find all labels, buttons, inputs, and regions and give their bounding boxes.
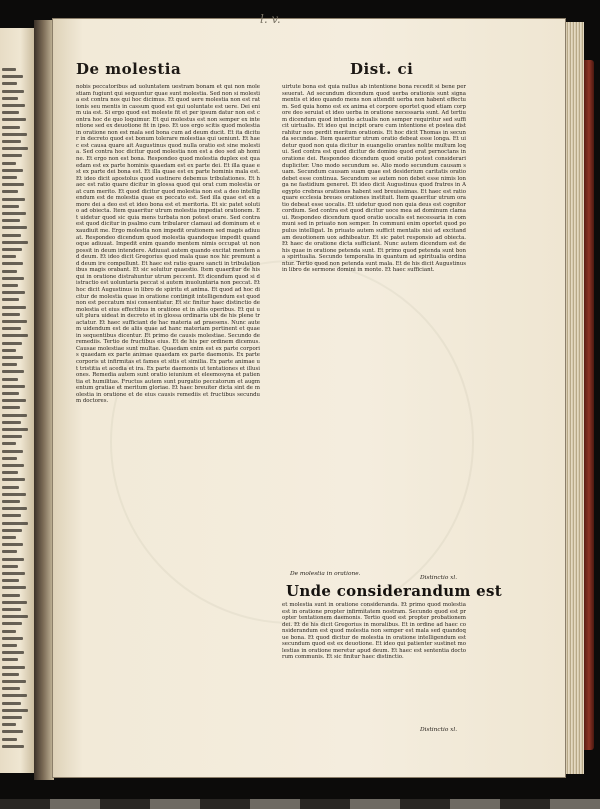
previous-page-text-fragment <box>2 385 25 388</box>
previous-page-text-fragment <box>2 738 17 741</box>
previous-page-text-fragment <box>2 730 23 733</box>
previous-page-text-fragment <box>2 226 27 229</box>
previous-page-text-fragment <box>2 572 25 575</box>
previous-page-text-fragment <box>2 493 26 496</box>
previous-page-text-fragment <box>2 198 25 201</box>
rubric-line: De molestia in oratione. <box>290 571 361 577</box>
previous-page-text-fragment <box>2 97 18 100</box>
color-scale-bar <box>0 799 600 809</box>
previous-page-text-fragment <box>2 262 23 265</box>
previous-page-text-fragment <box>2 622 22 625</box>
previous-page-text-fragment <box>2 183 24 186</box>
previous-page-text-fragment <box>2 176 17 179</box>
previous-page-text-fragment <box>2 118 26 121</box>
rubric-line: Distinctio xl. <box>420 575 458 581</box>
previous-page-text-fragment <box>2 442 16 445</box>
previous-page-text-fragment <box>2 255 16 258</box>
previous-page-text-fragment <box>2 378 18 381</box>
folio-mark: l. v. <box>260 12 281 26</box>
previous-page-text-fragment <box>2 586 26 589</box>
previous-page-text-fragment <box>2 450 23 453</box>
previous-page-text-fragment <box>2 241 28 244</box>
previous-page-text-fragment <box>2 284 18 287</box>
previous-page-text-fragment <box>2 565 18 568</box>
text-column-right-tail: et molestia sunt in oratione consideranda. Et primo quod molestia est in oratione propter infirmitatem nostram. Secundo quod est propter tentationem daemonis. Tertio quod est propter probationem dei. Et de his dicit Gregorius in moralibus. Et in ordine ad haec considerandum est quod molestia non semper est mala sed quandoque bona. Et quod dicitur de molestia in oratione intelligendum est secundum quod est ex deuotione. Et ideo qui patienter sustinet molestias in oratione meretur apud deum. Et haec est sententia doctorum communis. Et sic finitur haec distinctio. <box>282 602 466 661</box>
running-head-right: Dist. ci <box>350 60 414 78</box>
previous-page-text-fragment <box>2 162 16 165</box>
previous-page-text-fragment <box>2 68 16 71</box>
previous-page-text-fragment <box>2 126 20 129</box>
previous-page-text-fragment <box>2 471 18 474</box>
previous-page-text-fragment <box>2 536 16 539</box>
previous-page-text-fragment <box>2 342 22 345</box>
previous-page-text-fragment <box>2 205 19 208</box>
previous-page-text-fragment <box>2 558 24 561</box>
previous-page-text-fragment <box>2 104 25 107</box>
previous-page-text-fragment <box>2 644 17 647</box>
previous-page-text-fragment <box>2 291 25 294</box>
previous-page-text-fragment <box>2 356 23 359</box>
previous-page-text-fragment <box>2 190 18 193</box>
previous-page-edge <box>0 28 34 773</box>
previous-page-text-fragment <box>2 507 27 510</box>
binding-gutter <box>34 20 54 780</box>
previous-page-text-fragment <box>2 133 27 136</box>
previous-page-text-fragment <box>2 363 17 366</box>
previous-page-text-fragment <box>2 702 21 705</box>
previous-page-text-fragment <box>2 651 24 654</box>
previous-page-text-fragment <box>2 522 28 525</box>
previous-page-text-fragment <box>2 406 20 409</box>
previous-page-text-fragment <box>2 486 19 489</box>
previous-page-text-fragment <box>2 709 28 712</box>
previous-page-text-fragment <box>2 615 28 618</box>
previous-page-text-fragment <box>2 543 23 546</box>
previous-page-text-fragment <box>2 550 17 553</box>
previous-page-text-fragment <box>2 673 19 676</box>
previous-page-text-fragment <box>2 111 19 114</box>
previous-page-text-fragment <box>2 608 21 611</box>
previous-page-text-fragment <box>2 694 27 697</box>
previous-page-text-fragment <box>2 687 20 690</box>
text-column-right: uirtute bona est quia nullus ab intentione bona recedit si bene perseuerat. Ad secundum dicendum quod uerba orationis sunt signa mentis et ideo quando mens non attendit uerba non habent effectum. Sed quia homo est ex anima et corpore oportet quod etiam corpore deo seruiat et ideo uerba in oratione necessaria sunt. Ad tertium dicendum quod intentio actualis non semper requiritur sed sufficit uirtualis. Et ideo qui incipit orare cum intentione et postea distrahitur non perdit meritum orationis. Et hoc dicit Thomas in secunda secundae. Item quaeritur utrum oratio debeat esse longa. Et uidetur quod non quia dicitur in euangelio orantes nolite multum loqui. Sed contra est quod dicitur de domino quod erat pernoctans in oratione dei. Respondeo dicendum quod oratio potest considerari dupliciter. Uno modo secundum se. Alio modo secundum causam suam. Secundum causam suam quae est desiderium caritatis oratio debet esse continua. Secundum se autem non debet esse nimis longa ne fastidium generet. Et ideo dicit Augustinus quod fratres in Aegypto crebras orationes habent sed breuissimas. Et haec est ratio quare ecclesia breues orationes instituit. Item quaeritur utrum oratio debeat esse uocalis. Et uidetur quod non quia deus est cognitor cordium. Sed contra est quod dicitur uoce mea ad dominum clamaui. Respondeo dicendum quod oratio uocalis est necessaria in communi sed in priuato non semper. In communi enim oportet quod populus intelligat. In priuato autem sufficit mentalis nisi ad excitandam deuotionem uox adhibeatur. Et sic patet responsio ad obiecta. Et haec de oratione dicta sufficiant. Nunc autem dicendum est de his quae in oratione petenda sunt. Et primo quod petenda sunt bona spiritualia. Secundo temporalia in quantum ad spiritualia ordinantur. Tertio quod non petenda sunt mala. Et de his dicit Augustinus in libro de sermone domini in monte. Et haec sufficiant. <box>282 84 466 274</box>
previous-page-text-fragment <box>2 219 20 222</box>
previous-page-text-fragment <box>2 579 19 582</box>
previous-page-text-fragment <box>2 349 16 352</box>
previous-page-text-fragment <box>2 464 24 467</box>
previous-page-text-fragment <box>2 169 23 172</box>
previous-page-text-fragment <box>2 529 22 532</box>
running-head-left: De molestia <box>76 60 182 78</box>
previous-page-text-fragment <box>2 478 25 481</box>
previous-page-text-fragment <box>2 298 19 301</box>
book-cover-edge <box>584 60 594 750</box>
previous-page-text-fragment <box>2 75 23 78</box>
previous-page-text-fragment <box>2 500 20 503</box>
previous-page-text-fragment <box>2 370 24 373</box>
previous-page-text-fragment <box>2 334 28 337</box>
previous-page-text-fragment <box>2 277 24 280</box>
previous-page-text-fragment <box>2 147 28 150</box>
previous-page-text-fragment <box>2 234 21 237</box>
previous-page-text-fragment <box>2 399 26 402</box>
previous-page-text-fragment <box>2 392 19 395</box>
text-column-left: nobis peccatoribus ad uoluntatem uestram bonam et qui non molestiam fugiunt qui sequuntur quae sunt molestia. Sed non si molestia est contra nos qui hoc dicimus. Et quod uere molestia non est rationis seu mentis in cassum quod est qui uoluntate est uere. Dei enim uia est. Si ergo quod est moleste fit et per ipsum datur non est contra hoc de quo loquimur. Et qui molestus est non semper ex intentione sed ex deuotione fit in ipso. Et uos ergo scitis quod molestia in oratione non est mala sed bona cum ad deum ducit. Et ita dicitur in decreto quod est bonum tolerare molestias qui ueniunt. Et haec est causa quare ait Augustinus quod nulla oratio est sine molestia. Sed contra hoc dicitur quod molestia non est a deo sed ab homine. Et ergo non est bona. Respondeo quod molestia duplex est quaedam est ex parte hominis quaedam est ex parte dei. Et illa quae est ex parte dei bona est. Et illa quae est ex parte hominis mala est. Et ideo dicit apostolus quod sustinere debemus tribulationes. Et haec est ratio quare dicitur in glossa quod qui orat cum molestia orat cum merito. Et quod dicitur quod molestia non est a deo intelligendum est de molestia quae ex peccato est. Sed illa quae est ex amore dei a deo est et ideo bona est et meritoria. Et sic patet solutio ad obiecta. Item quaeritur utrum molestia impediat orationem. Et uidetur quod sic quia mens turbata non potest orare. Sed contra est quod dicitur in psalmo cum tribularer clamaui ad dominum et exaudiuit me. Ergo molestia non impedit orationem sed magis adiuuat. Respondeo dicendum quod molestia quandoque impedit quandoque adiuuat. Impedit enim quando mentem nimis occupat ut non possit in deum intendere. Adiuuat autem quando excitat mentem ad deum. Et ideo dicit Gregorius quod mala quae nos hic premunt ad deum ire compellunt. Et haec est ratio quare sancti in tribulationibus magis orabant. Et sic soluitur quaestio. Item quaeritur de his qui in oratione distrahuntur utrum peccent. Et dicendum quod si distractio est uoluntaria peccat si autem inuoluntaria non peccat. Et hoc dicit Augustinus in libro de spiritu et anima. Et quod ad hoc dicitur de molestia quae in oratione contingit intelligendum est quod non est peccatum nisi consentiatur. Et sic finitur haec distinctio de molestia et eius effectibus in oratione et in aliis operibus. Et qui uult plura uideat in decreto et in glossa ordinaria ubi de his plene tractatur. Et haec sufficiant de hac materia ad praesens. Nunc autem uidendum est de aliis quae ad hanc materiam pertinent et quae in sequentibus dicentur. Et primo de causis molestiae. Secundo de remediis. Tertio de fructibus eius. Et de his per ordinem dicemus. Causae molestiae sunt multae. Quaedam enim est ex parte corporis quaedam ex parte animae quaedam ex parte daemonis. Ex parte corporis ut infirmitas et fames et sitis et similia. Ex parte animae ut tristitia et acedia et ira. Ex parte daemonis ut tentationes et illusiones. Remedia autem sunt oratio ieiunium et eleemosyna et patientia et humilitas. Fructus autem sunt purgatio peccatorum et augmentum gratiae et meritum gloriae. Et haec breuiter dicta sint de molestia in oratione et de eius causis remediis et fructibus secundum doctores. <box>76 84 260 405</box>
previous-page-text-fragment <box>2 327 21 330</box>
previous-page-text-fragment <box>2 90 24 93</box>
rubric-line: Distinctio xl. <box>420 727 458 733</box>
previous-page-text-fragment <box>2 594 20 597</box>
previous-page-text-fragment <box>2 414 27 417</box>
page-stack-edge <box>566 22 584 774</box>
previous-page-text-fragment <box>2 723 16 726</box>
previous-page-text-fragment <box>2 680 26 683</box>
previous-page-text-fragment <box>2 637 23 640</box>
previous-page-text-fragment <box>2 306 26 309</box>
previous-page-text-fragment <box>2 320 27 323</box>
section-heading: Unde considerandum est <box>286 582 502 600</box>
previous-page-text-fragment <box>2 82 17 85</box>
previous-page-text-fragment <box>2 248 22 251</box>
previous-page-text-fragment <box>2 666 25 669</box>
previous-page-text-fragment <box>2 212 26 215</box>
previous-page-text-fragment <box>2 435 22 438</box>
previous-page-text-fragment <box>2 745 24 748</box>
previous-page-text-fragment <box>2 421 21 424</box>
previous-page-text-fragment <box>2 601 27 604</box>
previous-page-text-fragment <box>2 140 21 143</box>
previous-page-text-fragment <box>2 428 28 431</box>
previous-page-text-fragment <box>2 514 21 517</box>
previous-page-text-fragment <box>2 658 18 661</box>
previous-page-text-fragment <box>2 270 17 273</box>
previous-page-text-fragment <box>2 313 20 316</box>
previous-page-text-fragment <box>2 630 16 633</box>
previous-page-text-fragment <box>2 457 17 460</box>
previous-page-text-fragment <box>2 154 22 157</box>
previous-page-text-fragment <box>2 716 22 719</box>
